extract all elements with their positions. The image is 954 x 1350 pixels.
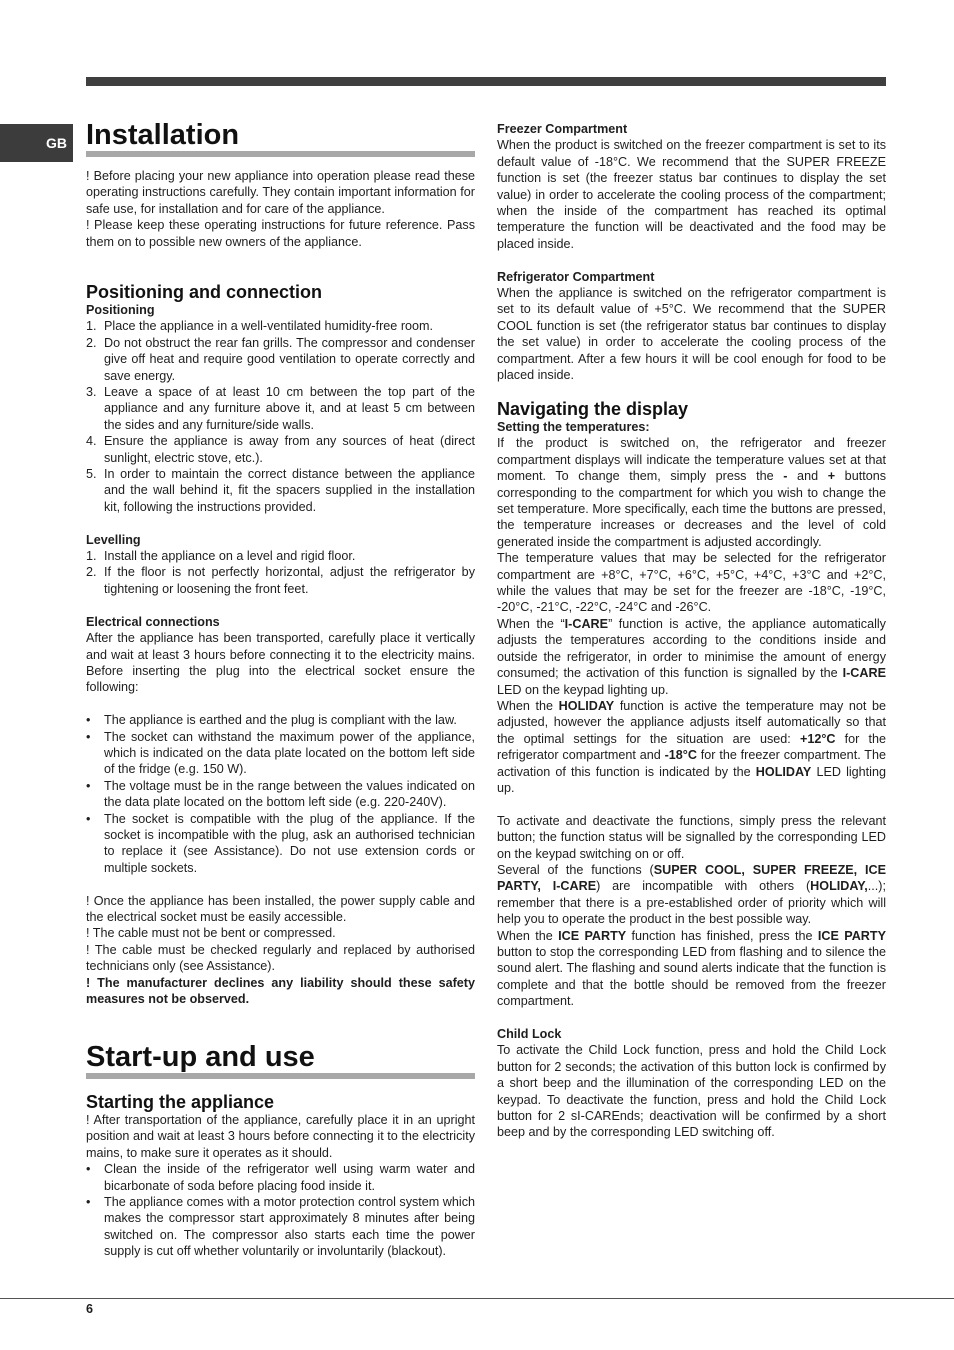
starting-paragraph: ! After transportation of the appliance, carefully place it in an upright position and wait at least 3 hours before connecting it to the electricity mains, to make sure it operates as it should. [86,1113,475,1160]
starting-appliance-heading: Starting the appliance [86,1092,275,1112]
icare-paragraph: When the “I-CARE” function is active, the appliance automatically adjusts the temperatures according to the conditions inside and outside the refrigerator, in order to minimise the amount of energy consumed; the activation of this function is signalled by the I-CARE LED on the keypad lighting up. [497,616,886,697]
list-item: 3. Leave a space of at least 10 cm between the top part of the appliance and any furniture above it, and at least 5 cm between the sides and any furniture/side walls. [86,385,475,432]
list-item: • The appliance is earthed and the plug is compliant with the law. [86,713,457,728]
child-lock-paragraph: To activate the Child Lock function, press and hold the Child Lock button for 2 seconds; the activation of this button lock is confirmed by a short beep and the illumination of the corresponding LED on the keypad. To deactivate the function, press and hold the Child Lock button for 2 sI-CAREnds; deactivation will be confirmed by a short beep and by the corresponding LED switching off. [497,1043,886,1140]
fridge-subheading: Refrigerator Compartment [497,269,655,284]
installation-section [86,121,475,157]
positioning-connection-heading: Positioning and connection [86,282,322,302]
positioning-subheading: Positioning [86,303,155,317]
positioning-section [86,282,475,1007]
starting-list [86,1161,475,1259]
language-tab: GB [0,124,73,162]
page-number: 6 [86,1302,94,1316]
compartments-section [497,121,886,383]
warning-paragraph: ! Once the appliance has been installed, the power supply cable and the electrical socket must be easily accessible. [86,893,475,924]
electrical-list [86,712,475,876]
incompatible-functions-paragraph: Several of the functions (SUPER COOL, SUPER FREEZE, ICE PARTY, I-CARE) are incompatible with others (HOLIDAY,...); remember that there is a pre-established order of priority which will help you to operate the product in the best possible way. [497,862,887,927]
list-item: • The appliance comes with a motor protection control system which makes the compressor start approximately 8 minutes after being switched on. The compressor also starts each time the power supply is cut off whether voluntarily or involuntarily (blackout). [86,1195,475,1259]
list-item: 2. Do not obstruct the rear fan grills. The compressor and condenser give off heat and require good ventilation to operate correctly and save energy. [86,335,475,383]
freezer-subheading: Freezer Compartment [497,122,628,136]
list-item: 4. Ensure the appliance is away from any sources of heat (direct sunlight, electric stove, etc.). [86,434,475,465]
warning-paragraph: ! The cable must not be bent or compressed. [86,926,336,941]
navigating-heading: Navigating the display [497,399,689,419]
levelling-subheading: Levelling [86,532,141,547]
intro-paragraph-2: ! Please keep these operating instructions for future reference. Pass them on to possible new owners of the appliance. [86,218,475,249]
list-item: 2. If the floor is not perfectly horizontal, adjust the refrigerator by tightening or loosening the front feet. [86,565,475,596]
positioning-list [86,318,475,515]
list-item: • The socket is compatible with the plug of the appliance. If the socket is incompatible with the plug, ask an authorised technician to replace it (see Assistance). Do not use extension cords or multiple sockets. [86,811,475,875]
list-item: • The socket can withstand the maximum power of the appliance, which is indicated on the data plate located on the bottom left side of the fridge (e.g. 150 W). [86,729,475,777]
fridge-paragraph: When the appliance is switched on the refrigerator compartment is set to its default value of +5°C. We recommend that the SUPER COOL function is set (the refrigerator status bar continues to display the set value) in order to accelerate the cooling process of the compartment. After a few hours it will be cool enough for food to be placed inside. [497,286,886,383]
startup-heading: Start-up and use [86,1043,475,1079]
list-item: 5. In order to maintain the correct distance between the appliance and the wall behind it, fit the spacers supplied in the installation kit, following the instructions provided. [86,467,475,514]
installation-intro [86,168,475,250]
ice-party-paragraph: When the ICE PARTY function has finished, press the ICE PARTY button to stop the corresponding LED from flashing and to silence the sound alert. The flashing and sound alerts indicate that the function is complete and that the bottle should be removed from the freezer compartment. [497,928,886,1009]
temperature-paragraph: If the product is switched on, the refrigerator and freezer compartment displays will indicate the temperature values set at that moment. To change them, simply press the - and + buttons corresponding to the compartment for which you wish to change the set temperature. More specifically, each time the buttons are pressed, the temperature increases or decreases and the level of cold generated inside the compartment is adjusted accordingly. [497,436,886,549]
list-item: • The voltage must be in the range between the values indicated on the data plate located on the bottom left side (e.g. 220-240V). [86,778,475,810]
list-item: • Clean the inside of the refrigerator well using warm water and bicarbonate of soda before placing food inside it. [86,1162,475,1193]
electrical-paragraph: After the appliance has been transported, carefully place it vertically and wait at least 3 hours before connecting it to the electricity mains. Before inserting the plug into the electrical socket ensure the following: [86,631,475,695]
levelling-list [86,548,475,597]
functions-paragraph: To activate and deactivate the functions, simply press the relevant button; the function status will be signalled by the corresponding LED on the keypad switching on or off. [497,813,886,861]
startup-section [86,1043,475,1260]
freezer-paragraph: When the product is switched on the freezer compartment is set to its default value of -18°C. We recommend that the SUPER FREEZE function is set (the freezer status bar continues to display the set value) in order to accelerate the cooling process of the compartment; when the inside of the compartment has reached its optimal temperature the function will be deactivated and the food may be placed inside. [497,138,886,251]
liability-warning: ! The manufacturer declines any liability should these safety measures not be observed. [86,975,475,1006]
warning-paragraph: ! The cable must be checked regularly and replaced by authorised technicians only (see Assistance). [86,942,475,974]
child-lock-subheading: Child Lock [497,1027,562,1041]
list-item: 1. Place the appliance in a well-ventilated humidity-free room. [86,319,434,334]
temperature-values-paragraph: The temperature values that may be selected for the refrigerator compartment are +8°C, +7°C, +6°C, +5°C, +4°C, +3°C and +2°C, while the values that may be set for the freezer are -18°C, -19°C, -20°C, -21°C, -22°C, -24°C and -26°C. [497,551,886,615]
navigating-section [497,399,886,1141]
header-rule [86,77,886,86]
installation-heading: Installation [86,121,475,157]
holiday-paragraph: When the HOLIDAY function is active the temperature may not be adjusted, however the appliance adjusts itself automatically so that the optimal settings for the situation are used: +12°C for the refrigerator compartment and -18°C for the freezer compartment. The activation of this function is indicated by the HOLIDAY LED lighting up. [497,698,887,795]
intro-paragraph-1: ! Before placing your new appliance into operation please read these operating instructions carefully. They contain important information for safe use, for installation and for care of the appliance. [86,169,475,216]
electrical-subheading: Electrical connections [86,614,220,629]
list-item: 1. Install the appliance on a level and rigid floor. [86,549,356,564]
setting-temperatures-subheading: Setting the temperatures: [497,420,650,434]
footer-rule [0,1298,954,1299]
